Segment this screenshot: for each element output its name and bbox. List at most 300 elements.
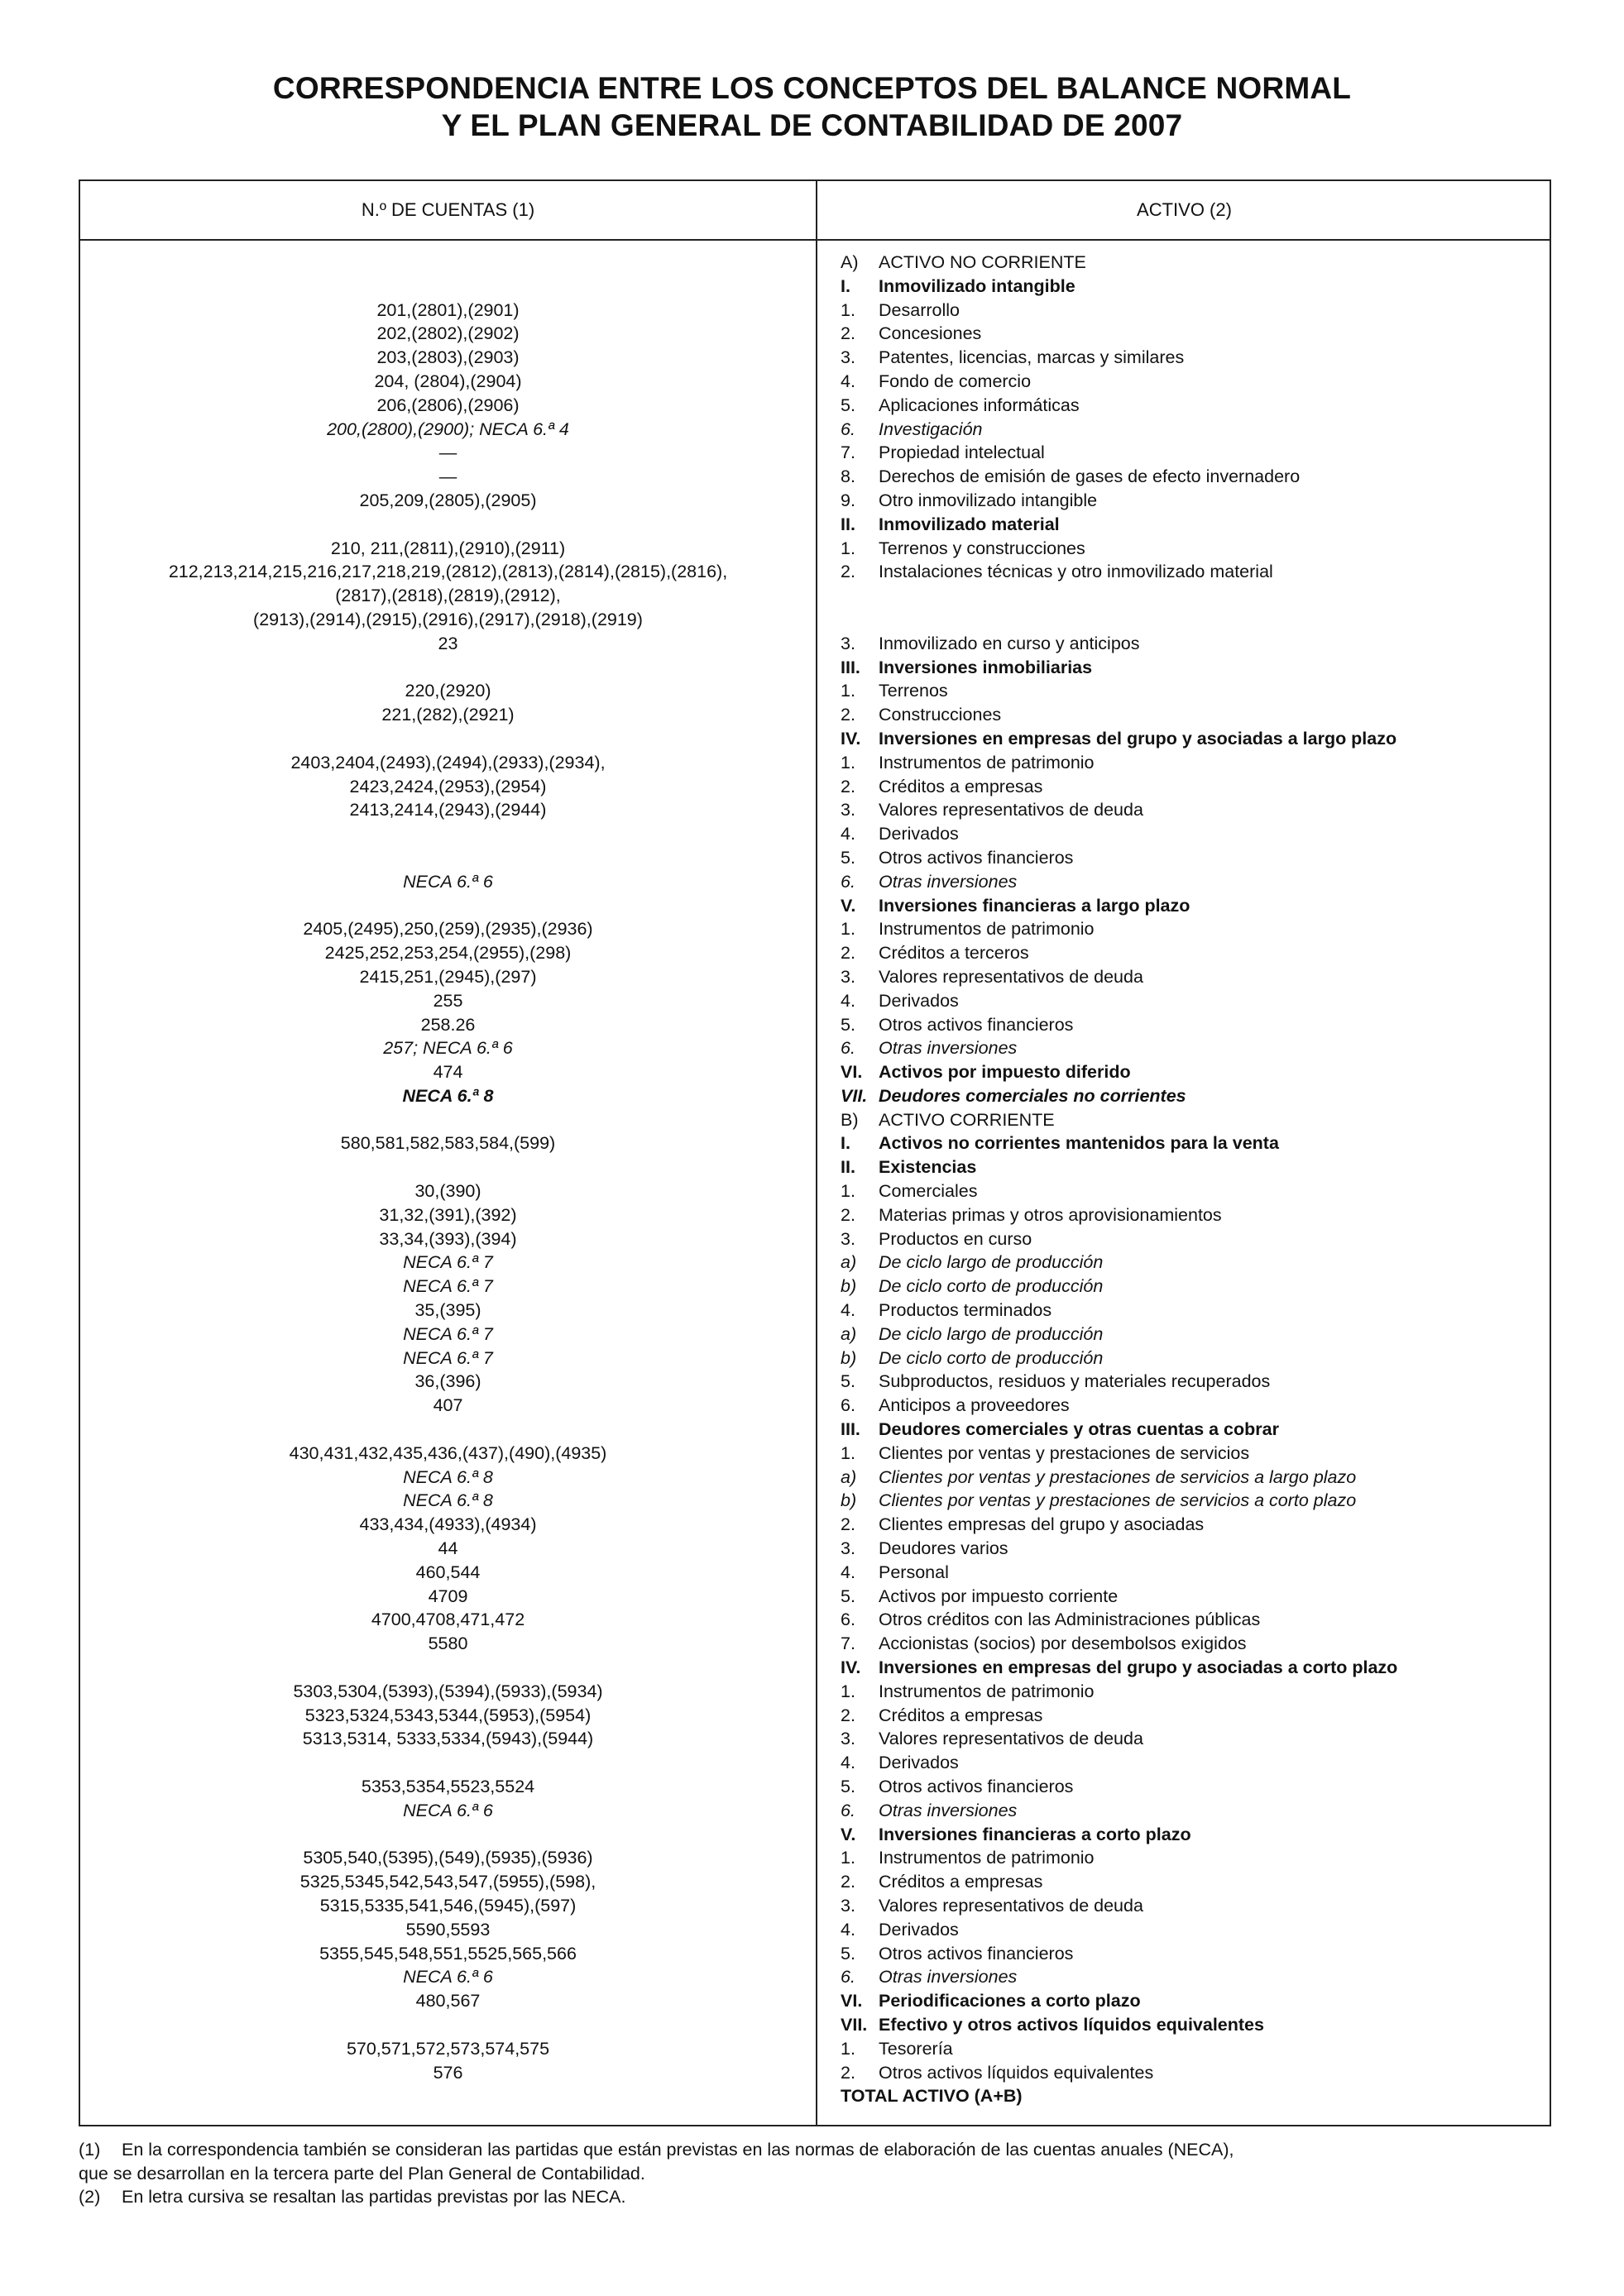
title-line-2: Y EL PLAN GENERAL DE CONTABILIDAD DE 2007 [441,108,1183,142]
item-number: b) [841,1490,857,1511]
asset-item: Inmovilizado intangible [879,275,1075,296]
asset-item: De ciclo corto de producción [879,1276,1104,1297]
table-row [80,632,1550,656]
asset-item: Inversiones en empresas del grupo y asociadas a largo plazo [879,728,1397,749]
item-number: 5. [841,847,855,868]
table-row [80,441,1550,465]
asset-item: Clientes por ventas y prestaciones de servicios a corto plazo [879,1490,1357,1511]
header-accounts: N.º DE CUENTAS (1) [361,199,535,220]
table-body [80,251,1550,2108]
asset-item: De ciclo largo de producción [879,1323,1104,1344]
item-number: 6. [841,1800,855,1820]
table-row [80,965,1550,989]
table-row [80,1942,1550,1966]
item-number: 1. [841,681,855,701]
item-number: 2. [841,562,855,582]
account-codes: (2913),(2914),(2915),(2916),(2917),(2918),(2919) [253,609,643,629]
table-row [80,727,1550,751]
asset-item: Materias primas y otros aprovisionamientos [879,1204,1222,1225]
header-assets: ACTIVO (2) [1137,199,1232,220]
table-row [80,1894,1550,1918]
table-row [80,2037,1550,2061]
asset-item: Derivados [879,990,959,1011]
item-number: 5. [841,1586,855,1606]
asset-item: Patentes, licencias, marcas y similares [879,347,1185,368]
item-number: IV. [841,1657,861,1678]
account-codes: 221,(282),(2921) [381,705,515,725]
table-row [80,1489,1550,1513]
asset-item: Productos en curso [879,1228,1032,1249]
footnote-1 [79,2138,1551,2162]
account-codes: 5353,5354,5523,5524 [361,1777,535,1796]
item-number: 2. [841,2062,855,2083]
asset-item: Activos no corrientes mantenidos para la venta [879,1133,1279,1154]
table-row [80,1537,1550,1561]
account-codes: 257; NECA 6.ª 6 [383,1038,513,1059]
item-number: II. [841,514,855,534]
account-codes: NECA 6.ª 6 [403,1967,493,1987]
account-codes: 212,213,214,215,216,217,218,219,(2812),(2813),(2814),(2815),(2816), [168,562,728,582]
account-codes: 44 [438,1538,458,1559]
table-row [80,1347,1550,1370]
asset-item: Aplicaciones informáticas [879,395,1080,415]
item-number: 5. [841,1943,855,1964]
asset-item: Créditos a empresas [879,776,1043,796]
account-codes: 205,209,(2805),(2905) [359,490,537,510]
account-codes: 5303,5304,(5393),(5394),(5933),(5934) [293,1681,603,1701]
table-row [80,1323,1550,1347]
asset-item: Accionistas (socios) por desembolsos exigidos [879,1634,1247,1654]
account-codes: 210, 211,(2811),(2910),(2911) [330,538,566,558]
table-row [80,1036,1550,1060]
item-number: b) [841,1347,857,1368]
table-row [80,608,1550,632]
asset-item: Otros créditos con las Administraciones públicas [879,1610,1261,1630]
asset-item: Anticipos a proveedores [879,1395,1070,1416]
account-codes: 202,(2802),(2902) [376,323,520,344]
asset-item: Concesiones [879,323,982,344]
footnote-1-text: En la correspondencia también se consideran las partidas que están previstas en las normas de elaboración de las cuentas anuales (NECA), [122,2140,1234,2160]
table-row [80,1965,1550,1989]
table-row [80,1179,1550,1203]
table-header [80,181,1550,241]
account-codes: 201,(2801),(2901) [376,299,520,320]
account-codes: NECA 6.ª 8 [403,1490,493,1511]
asset-item: Instrumentos de patrimonio [879,919,1095,940]
table-row [80,560,1550,584]
item-number: 2. [841,943,855,964]
asset-item: Otros activos financieros [879,1777,1074,1796]
account-codes: 2405,(2495),250,(259),(2935),(2936) [303,919,593,940]
table-row [80,322,1550,346]
item-number: 9. [841,490,855,510]
footnote-1-mark: (1) [79,2140,101,2160]
asset-item: Construcciones [879,705,1002,725]
table-row [80,2061,1550,2085]
item-number: 1. [841,752,855,773]
item-number: 6. [841,1610,855,1630]
asset-item: Inversiones financieras a corto plazo [879,1824,1191,1844]
asset-item: Comerciales [879,1181,978,1202]
account-codes: 4709 [428,1586,468,1606]
item-number: 1. [841,1848,855,1868]
asset-item: Valores representativos de deuda [879,1895,1143,1916]
item-number: 7. [841,1634,855,1654]
account-codes: 580,581,582,583,584,(599) [340,1133,556,1154]
table-row [80,1299,1550,1323]
item-number: 5. [841,1777,855,1796]
asset-item: Instrumentos de patrimonio [879,1681,1095,1701]
account-codes: 204, (2804),(2904) [374,371,522,391]
account-codes: 23 [438,633,458,653]
table-row [80,1013,1550,1037]
title-line-1: CORRESPONDENCIA ENTRE LOS CONCEPTOS DEL BALANCE NORMAL [272,71,1352,105]
account-codes: 407 [433,1395,463,1416]
item-number: 5. [841,395,855,415]
table-row [80,1251,1550,1275]
account-codes: 430,431,432,435,436,(437),(490),(4935) [289,1442,607,1463]
account-codes: 433,434,(4933),(4934) [359,1514,537,1535]
item-number: 3. [841,633,855,653]
table-row [80,1466,1550,1490]
item-number: 1. [841,2038,855,2059]
table-row [80,1513,1550,1537]
item-number: 6. [841,1967,855,1987]
item-number: 3. [841,966,855,987]
item-number: 2. [841,1705,855,1725]
asset-item: Investigación [879,419,983,439]
item-number: II. [841,1157,855,1178]
item-number: A) [841,252,859,272]
item-number: 3. [841,800,855,820]
table-row [80,1704,1550,1728]
table-row [80,798,1550,822]
asset-item: Instalaciones técnicas y otro inmovilizado material [879,562,1273,582]
table-row [80,1989,1550,2013]
table-row [80,1394,1550,1418]
item-number: III. [841,657,860,677]
table-row [80,1727,1550,1751]
asset-item: Otras inversiones [879,871,1018,892]
asset-item: Efectivo y otros activos líquidos equivalentes [879,2014,1264,2035]
asset-item: Otras inversiones [879,1967,1018,1987]
item-number: 4. [841,1300,855,1321]
account-codes: 206,(2806),(2906) [376,395,520,415]
item-number: 1. [841,538,855,558]
account-codes: 203,(2803),(2903) [376,347,520,368]
asset-item: Otro inmovilizado intangible [879,490,1098,510]
asset-item: Propiedad intelectual [879,442,1045,463]
item-number: 1. [841,919,855,940]
item-number: I. [841,275,850,296]
account-codes: NECA 6.ª 7 [403,1276,493,1297]
footnote-2-text: En letra cursiva se resaltan las partidas previstas por las NECA. [122,2187,626,2207]
item-number: 6. [841,871,855,892]
asset-item: TOTAL ACTIVO (A+B) [841,2086,1023,2107]
table-row [80,656,1550,680]
item-number: 3. [841,1729,855,1749]
account-codes: 2423,2424,(2953),(2954) [349,776,547,796]
asset-item: Derivados [879,1753,959,1773]
table-row [80,917,1550,941]
item-number: 8. [841,466,855,487]
table-row [80,1060,1550,1084]
table-row [80,251,1550,275]
table-row [80,1846,1550,1870]
asset-item: Valores representativos de deuda [879,800,1143,820]
asset-item: ACTIVO CORRIENTE [879,1109,1055,1130]
item-number: 3. [841,1538,855,1559]
item-number: VII. [841,1085,868,1106]
item-number: 3. [841,1228,855,1249]
table-row [80,1442,1550,1466]
asset-item: Deudores comerciales y otras cuentas a cobrar [879,1419,1279,1440]
item-number: 4. [841,1919,855,1940]
asset-item: Otros activos financieros [879,1014,1074,1035]
asset-item: Personal [879,1562,949,1582]
account-codes: 5313,5314, 5333,5334,(5943),(5944) [302,1729,594,1749]
account-codes: NECA 6.ª 6 [403,1800,493,1820]
table-row [80,1370,1550,1394]
asset-item: Desarrollo [879,299,960,320]
account-codes: 5325,5345,542,543,547,(5955),(598), [299,1872,596,1892]
footnotes [79,2138,1551,2209]
asset-item: Subproductos, residuos y materiales recuperados [879,1371,1271,1392]
item-number: I. [841,1133,850,1154]
item-number: B) [841,1109,859,1130]
item-number: 1. [841,1681,855,1701]
account-codes: 460,544 [415,1562,481,1582]
item-number: 4. [841,1753,855,1773]
asset-item: Activos por impuesto corriente [879,1586,1119,1606]
item-number: VII. [841,2014,868,2035]
asset-item: Derechos de emisión de gases de efecto invernadero [879,466,1301,487]
table-row [80,465,1550,489]
table-row [80,299,1550,323]
asset-item: Terrenos y construcciones [879,538,1085,558]
asset-item: Deudores varios [879,1538,1008,1559]
asset-item: Otras inversiones [879,1800,1018,1820]
item-number: b) [841,1276,857,1297]
item-number: V. [841,1824,856,1844]
account-codes: 5355,545,548,551,5525,565,566 [319,1943,577,1964]
asset-item: Existencias [879,1157,977,1178]
item-number: a) [841,1252,857,1273]
account-codes: 2425,252,253,254,(2955),(298) [324,943,572,964]
asset-item: Créditos a terceros [879,943,1029,964]
account-codes: 5315,5335,541,546,(5945),(597) [319,1895,577,1916]
table-row [80,346,1550,370]
table-row [80,584,1550,608]
asset-item: Derivados [879,824,959,844]
item-number: 1. [841,1442,855,1463]
table-row [80,394,1550,418]
item-number: 2. [841,323,855,344]
asset-item: Productos terminados [879,1300,1052,1321]
table-row [80,703,1550,727]
table-row [80,1418,1550,1442]
asset-item: De ciclo corto de producción [879,1347,1104,1368]
table-row [80,1751,1550,1775]
item-number: 5. [841,1371,855,1392]
account-codes: 258.26 [420,1014,476,1035]
item-number: 3. [841,347,855,368]
account-codes: NECA 6.ª 7 [403,1347,493,1368]
asset-item: Inmovilizado en curso y anticipos [879,633,1140,653]
item-number: 1. [841,1181,855,1202]
item-number: 1. [841,299,855,320]
asset-item: Periodificaciones a corto plazo [879,1991,1141,2011]
item-number: VI. [841,1062,863,1083]
account-codes: 474 [433,1062,463,1083]
table-row [80,1799,1550,1823]
table-row [80,1203,1550,1227]
item-number: a) [841,1323,857,1344]
asset-item: Clientes por ventas y prestaciones de servicios a largo plazo [879,1466,1357,1487]
account-codes: NECA 6.ª 8 [402,1085,494,1106]
asset-item: Instrumentos de patrimonio [879,1848,1095,1868]
account-codes: 2413,2414,(2943),(2944) [349,800,547,820]
account-codes: 36,(396) [414,1371,481,1392]
account-codes: (2817),(2818),(2819),(2912), [335,586,561,606]
account-codes: 200,(2800),(2900); NECA 6.ª 4 [327,419,569,439]
table-row [80,1131,1550,1155]
table-row [80,1918,1550,1942]
asset-item: Otros activos financieros [879,1943,1074,1964]
table-row [80,537,1550,561]
item-number: 3. [841,1895,855,1916]
footnote-1-continuation [79,2162,1551,2186]
account-codes: 35,(395) [414,1300,481,1321]
asset-item: Otros activos financieros [879,847,1074,868]
asset-item: Inversiones en empresas del grupo y asociadas a corto plazo [879,1657,1398,1678]
account-codes: 5590,5593 [405,1919,491,1940]
table-row [80,418,1550,442]
account-codes: — [438,466,457,487]
item-number: 6. [841,419,855,439]
account-codes: 5323,5324,5343,5344,(5953),(5954) [304,1705,592,1725]
account-codes: NECA 6.ª 7 [403,1252,493,1273]
table-row [80,1775,1550,1799]
account-codes: 5305,540,(5395),(549),(5935),(5936) [303,1848,593,1868]
table-row [80,989,1550,1013]
account-codes: 255 [433,990,463,1011]
asset-item: Otros activos líquidos equivalentes [879,2062,1154,2083]
table-row [80,489,1550,513]
item-number: III. [841,1419,860,1440]
item-number: 2. [841,1872,855,1892]
item-number: 4. [841,990,855,1011]
asset-item: Valores representativos de deuda [879,1729,1143,1749]
table-row [80,1608,1550,1632]
asset-item: Valores representativos de deuda [879,966,1143,987]
table-row [80,1680,1550,1704]
item-number: VI. [841,1991,863,2011]
item-number: 2. [841,1514,855,1535]
item-number: 7. [841,442,855,463]
account-codes: 5580 [428,1634,468,1654]
asset-item: De ciclo largo de producción [879,1252,1104,1273]
table-row [80,1823,1550,1847]
table-row [80,2084,1550,2108]
table-row [80,1870,1550,1894]
account-codes: 4700,4708,471,472 [371,1610,525,1630]
account-codes: 33,34,(393),(394) [379,1228,517,1249]
table-row [80,1084,1550,1108]
asset-item: Clientes empresas del grupo y asociadas [879,1514,1205,1535]
table-row [80,1656,1550,1680]
table-row [80,513,1550,537]
asset-item: Inversiones financieras a largo plazo [879,895,1190,916]
account-codes: 220,(2920) [405,681,491,701]
account-codes: NECA 6.ª 7 [403,1323,493,1344]
item-number: 2. [841,705,855,725]
item-number: IV. [841,728,861,749]
asset-item: Instrumentos de patrimonio [879,752,1095,773]
asset-item: Fondo de comercio [879,371,1032,391]
item-number: 4. [841,371,855,391]
asset-item: Otras inversiones [879,1038,1018,1059]
table-row [80,1155,1550,1179]
item-number: 6. [841,1395,855,1416]
table-row [80,846,1550,870]
table-row [80,1227,1550,1251]
correspondence-table [79,179,1551,2126]
table-row [80,2013,1550,2037]
account-codes: 570,571,572,573,574,575 [346,2038,550,2059]
asset-item: Créditos a empresas [879,1705,1043,1725]
table-row [80,370,1550,394]
document-title [0,69,1624,144]
asset-item: Tesorería [879,2038,953,2059]
item-number: 6. [841,1038,855,1059]
table-row [80,1585,1550,1609]
account-codes: NECA 6.ª 6 [403,871,493,892]
table-row [80,775,1550,799]
asset-item: Clientes por ventas y prestaciones de servicios [879,1442,1250,1463]
table-row [80,679,1550,703]
account-codes: — [438,442,457,463]
asset-item: Terrenos [879,681,948,701]
table-row [80,822,1550,846]
table-row [80,894,1550,918]
item-number: 4. [841,824,855,844]
account-codes: 2403,2404,(2493),(2494),(2933),(2934), [290,752,606,773]
account-codes: 576 [433,2062,463,2083]
table-row [80,1275,1550,1299]
table-row [80,1561,1550,1585]
account-codes: 31,32,(391),(392) [379,1204,517,1225]
asset-item: Activos por impuesto diferido [879,1062,1131,1083]
item-number: 5. [841,1014,855,1035]
asset-item: Derivados [879,1919,959,1940]
footnote-2-mark: (2) [79,2187,101,2207]
table-row [80,870,1550,894]
item-number: V. [841,895,856,916]
asset-item: Inmovilizado material [879,514,1060,534]
account-codes: 2415,251,(2945),(297) [359,966,537,987]
asset-item: Créditos a empresas [879,1872,1043,1892]
footnote-1-cont-text: que se desarrollan en la tercera parte del Plan General de Contabilidad. [79,2163,645,2184]
account-codes: NECA 6.ª 8 [403,1466,493,1487]
table-row [80,941,1550,965]
account-codes: 30,(390) [414,1181,481,1202]
asset-item: Inversiones inmobiliarias [879,657,1093,677]
asset-item: ACTIVO NO CORRIENTE [879,252,1086,272]
table-row [80,275,1550,299]
table-row [80,751,1550,775]
table-row [80,1632,1550,1656]
